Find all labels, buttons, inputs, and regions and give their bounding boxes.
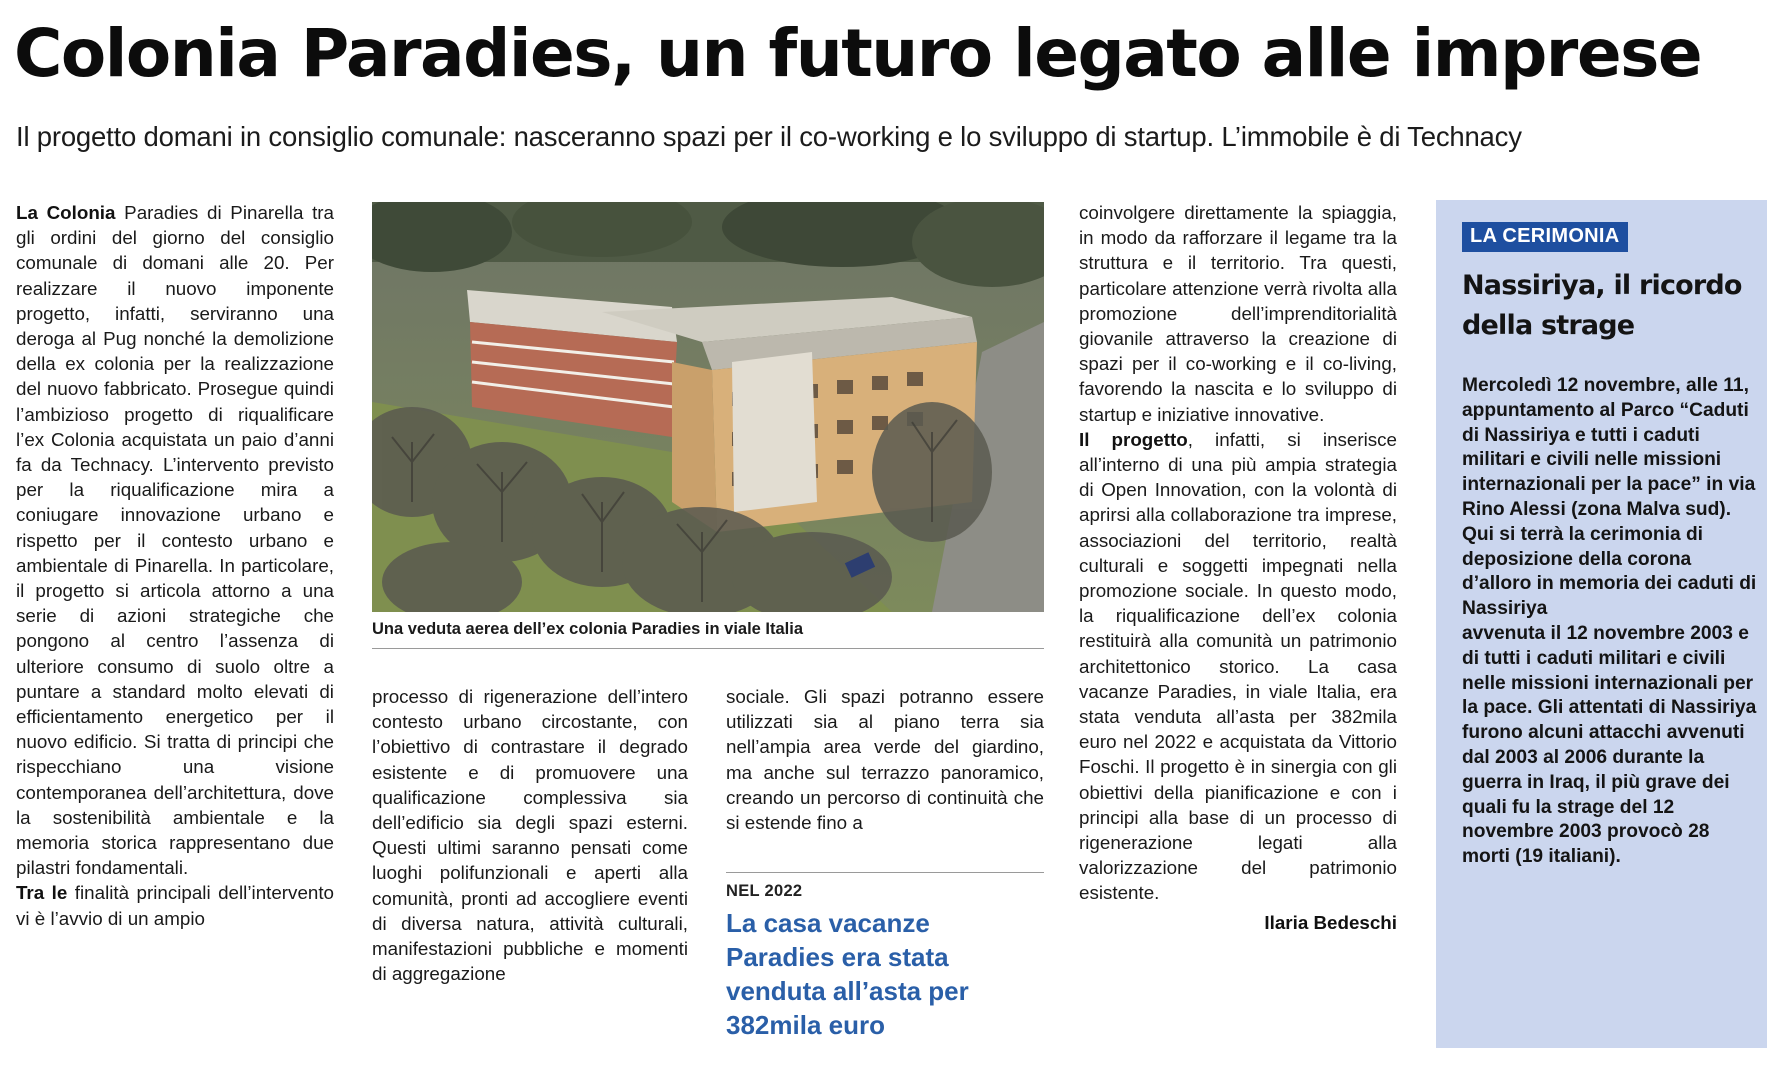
paragraph xyxy=(16,880,334,930)
subheadline: Il progetto domani in consiglio comunale: nasceranno spazi per il co-working e lo sviluppo di startup. L’immobile è di Technacy xyxy=(16,121,1522,152)
paragraph-text: 12 novembre, alle 11, appuntamento al Parco “Caduti di Nassiriya e tutti i caduti militari e civili nelle missioni internazionali per la pace” in via Rino Alessi (zona Malva sud). Qui si terrà la cerimonia di deposizione della corona d’alloro in memoria dei caduti di Nassiriya xyxy=(1462,375,1757,620)
lead-in: Tra le xyxy=(16,882,68,904)
paragraph-text: , infatti, si inserisce all’interno di una più ampia strategia di Open Innovation, con la volontà di aprirsi alla collaborazione tra imprese, associazioni del territorio, realtà culturali e soggetti impegnati nella promozione sociale. In questo modo, la riqualificazione dell’ex colonia restituirà alla comunità un patrimonio architettonico storico. La casa vacanze Paradies, in viale Italia, era stata venduta all’asta per 382mila euro nel 2022 e acquistata da Vittorio Foschi. Il progetto è in sinergia con gli obiettivi della pianificazione e con i principi alla base di un processo di rigenerazione legati alla valorizzazione del patrimonio esistente. xyxy=(1079,428,1398,904)
paragraph-text: avvenuta il 12 novembre 2003 e di tutti i caduti militari e civili nelle missioni internazionali per la pace. Gli attentati di Nassiriya furono alcuni attacchi avvenuti dal 2003 al 2006 durante la guerra in Iraq, il più grave dei quali fu la strage del 12 novembre 2003 provocò 28 morti (19 italiani). xyxy=(1462,622,1757,868)
headline: Colonia Paradies, un futuro legato alle imprese xyxy=(14,15,1702,92)
lead-in: Mercoledì xyxy=(1462,375,1552,396)
caption-divider xyxy=(372,648,1044,649)
paragraph-text: processo di rigenerazione dell’intero contesto urbano circostante, con l’obiettivo di contrastare il degrado esistente e di promuovere una qualificazione complessiva sia dell’edificio sia degli spazi esterni. Questi ultimi saranno pensati come luoghi polifunzionali e aperti alla comunità, pronti ad accogliere eventi di diversa natura, attività culturali, manifestazioni pubbliche e momenti di aggregazione xyxy=(372,686,688,985)
paragraph-text: Paradies di Pinarella tra gli ordini del giorno del consiglio comunale di domani alle 20. Per realizzare il nuovo imponente progetto, infatti, serviranno una deroga al Pug nonché la demolizione della ex colonia per la realizzazione del nuovo fabbricato. Prosegue quindi l’ambizioso progetto di riqualificare l’ex Colonia acquistata un paio d’anni fa da Technacy. L’intervento previsto per la riqualificazione mira a coniugare innovazione urbano e rispetto per il contesto urbano e ambientale di Pinarella. In particolare, il progetto si articola attorno a una serie di azioni strategiche che pongono al centro l’assenza di ulteriore consumo di suolo oltre a puntare a standard molto elevati di efficientamento energetico per il nuovo edificio. Si tratta di principi che rispecchiano una visione contemporanea dell’architettura, dove la sostenibilità ambientale e la memoria storica rappresentano due pilastri fondamentali. xyxy=(16,202,334,879)
paragraph xyxy=(16,200,334,880)
article-column-1 xyxy=(16,200,334,931)
paragraph xyxy=(1462,374,1758,622)
lead-in: La Colonia xyxy=(16,202,116,223)
sidebar-body xyxy=(1462,374,1758,870)
photo-caption: Una veduta aerea dell’ex colonia Paradies in viale Italia xyxy=(372,620,804,638)
paragraph-text: finalità principali dell’intervento vi è l’avvio di un ampio xyxy=(16,882,335,929)
aerial-photo xyxy=(372,202,1044,612)
article-column-2 xyxy=(372,684,688,986)
article-column-3 xyxy=(726,684,1044,835)
pullquote-divider xyxy=(726,872,1044,873)
author-byline: Ilaria Bedeschi xyxy=(1264,911,1397,933)
sidebar-box xyxy=(1436,200,1767,1048)
paragraph-text: coinvolgere direttamente la spiaggia, in modo da rafforzare il legame tra la struttura e il territorio. Tra questi, particolare attenzione verrà rivolta alla promozione dell’imprenditorialità giovanile attraverso la creazione di spazi per il co-working e il co-living, favorendo la nascita e lo sviluppo di startup e iniziative innovative. xyxy=(1079,202,1397,425)
pullquote: La casa vacanze Paradies era stata venduta all’asta per 382mila euro xyxy=(726,908,969,1040)
pullquote-label: NEL 2022 xyxy=(726,882,803,900)
lead-in: Il progetto xyxy=(1079,428,1188,450)
paragraph-text: sociale. Gli spazi potranno essere utilizzati sia al piano terra sia nell’ampia area verde del giardino, ma anche sul terrazzo panoramico, creando un percorso di continuità che si estende fino a xyxy=(726,686,1044,834)
section-badge: LA CERIMONIA xyxy=(1462,222,1628,252)
paragraph xyxy=(1079,427,1397,906)
sidebar-title: Nassiriya, il ricordo della strage xyxy=(1462,270,1742,341)
article-column-4 xyxy=(1079,200,1397,935)
